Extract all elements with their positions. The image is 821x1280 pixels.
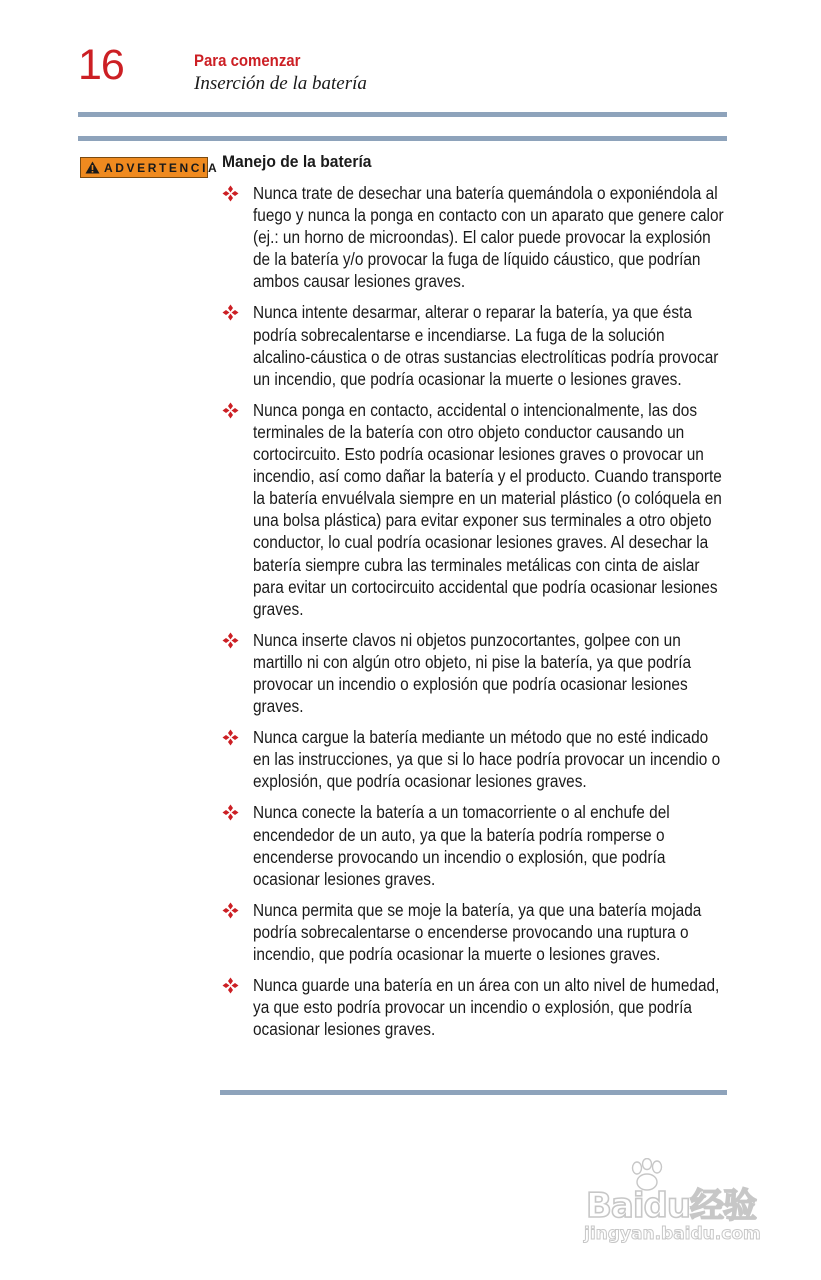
diamond-bullet-icon bbox=[222, 304, 239, 321]
watermark-url: jingyan.baidu.com bbox=[584, 1224, 761, 1244]
bullet-item bbox=[222, 301, 732, 389]
bullet-item bbox=[222, 629, 732, 717]
bullet-text: Nunca permita que se moje la batería, ya que una batería mojada podría sobrecalentarse o encenderse provocando una ruptura o incendio, que podría ocasionar la muerte o lesiones graves. bbox=[253, 899, 702, 964]
top-rule-lower bbox=[78, 136, 727, 141]
bullet-item bbox=[222, 801, 732, 889]
bullet-item bbox=[222, 974, 732, 1040]
bullet-item bbox=[222, 182, 732, 292]
diamond-bullet-icon bbox=[222, 185, 239, 202]
warning-content bbox=[222, 150, 732, 1049]
bullet-text: Nunca trate de desechar una batería quemándola o exponiéndola al fuego y nunca la ponga en contacto con un aparato que genere calor (ej.: un horno de microondas). El calor puede provocar la explosión de la batería y/o provocar la fuga de líquido cáustico, que podrían ambos causar lesiones graves. bbox=[253, 183, 724, 292]
diamond-bullet-icon bbox=[222, 729, 239, 746]
diamond-bullet-icon bbox=[222, 632, 239, 649]
bullet-item bbox=[222, 399, 732, 620]
page-number: 16 bbox=[78, 41, 124, 89]
bullet-item bbox=[222, 899, 732, 965]
diamond-bullet-icon bbox=[222, 804, 239, 821]
top-rule-upper bbox=[78, 112, 727, 117]
bullet-text: Nunca intente desarmar, alterar o reparar la batería, ya que ésta podría sobrecalentarse e incendiarse. La fuga de la solución alcalino-cáustica o de otras sustancias electrolíticas podría provocar un incendio, que podría ocasionar la muerte o lesiones graves. bbox=[253, 302, 719, 389]
bullet-item bbox=[222, 726, 732, 792]
content-heading: Manejo de la batería bbox=[222, 152, 372, 171]
watermark-brand: Baidu经验 bbox=[586, 1186, 757, 1226]
bullet-list bbox=[222, 182, 732, 1040]
baidu-watermark bbox=[582, 1158, 782, 1253]
diamond-bullet-icon bbox=[222, 977, 239, 994]
diamond-bullet-icon bbox=[222, 402, 239, 419]
bullet-text: Nunca cargue la batería mediante un método que no esté indicado en las instrucciones, ya que si lo hace podría provocar un incendio o explosión, que podría ocasionar lesiones graves. bbox=[253, 727, 721, 792]
warning-triangle-icon bbox=[85, 161, 100, 174]
diamond-bullet-icon bbox=[222, 902, 239, 919]
running-head bbox=[194, 50, 367, 96]
bullet-text: Nunca inserte clavos ni objetos punzocortantes, golpee con un martillo ni con algún otro objeto, ni pise la batería, ya que podría provocar un incendio o explosión que podría ocasionar lesiones graves. bbox=[253, 629, 692, 717]
warning-label: ADVERTENCIA bbox=[104, 160, 220, 175]
bullet-text: Nunca ponga en contacto, accidental o intencionalmente, las dos terminales de la batería con otro objeto conductor causando un cortocircuito. Esto podría ocasionar lesiones graves o provocar un incendio, así como dañar la batería y el producto. Cuando transporte la batería envuélvala siempre en un material plástico (o colóquela en una bolsa plástica) para evitar exponer sus terminales a otro objeto conductor, lo cual podría ocasionar lesiones graves. Al desechar la batería siempre cubra las terminales metálicas con cinta de aislar para evitar un cortocircuito accidental que podría ocasionar lesiones graves. bbox=[253, 399, 722, 619]
section-title: Inserción de la batería bbox=[194, 73, 367, 94]
bullet-text: Nunca conecte la batería a un tomacorriente o al enchufe del encendedor de un auto, ya que la batería podría romperse o encenderse provocando un incendio o explosión, que podría ocasionar lesiones graves. bbox=[253, 802, 670, 889]
bullet-text: Nunca guarde una batería en un área con un alto nivel de humedad, ya que esto podría provocar un incendio o explosión, que podría ocasionar lesiones graves. bbox=[253, 975, 720, 1040]
warning-badge bbox=[80, 157, 220, 178]
bottom-rule bbox=[220, 1090, 727, 1095]
chapter-title: Para comenzar bbox=[194, 51, 301, 70]
